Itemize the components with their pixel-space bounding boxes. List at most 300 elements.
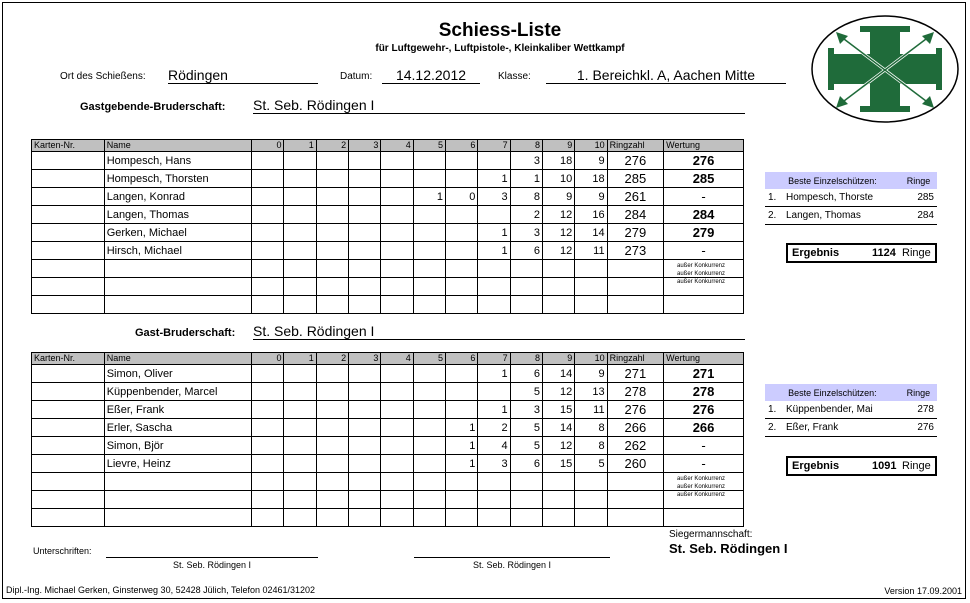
table-row [32, 152, 744, 170]
hits-cell[interactable] [575, 491, 607, 509]
hits-cell[interactable] [413, 242, 445, 260]
hits-cell[interactable]: 1 [446, 455, 478, 473]
hits-cell[interactable]: 13 [575, 383, 607, 401]
hits-cell[interactable]: 9 [542, 188, 574, 206]
hits-cell[interactable]: 18 [542, 152, 574, 170]
hits-cell[interactable] [252, 278, 284, 296]
hits-cell[interactable]: 11 [575, 242, 607, 260]
hits-cell[interactable] [284, 419, 316, 437]
ringzahl-cell[interactable] [607, 491, 664, 509]
hits-cell[interactable] [446, 509, 478, 527]
hits-cell[interactable] [349, 383, 381, 401]
hits-cell[interactable] [252, 260, 284, 278]
hits-cell[interactable]: 1 [478, 401, 510, 419]
hits-cell[interactable] [446, 242, 478, 260]
hits-cell[interactable] [446, 278, 478, 296]
hits-cell[interactable] [252, 491, 284, 509]
column-header: Ringzahl [607, 140, 664, 152]
hits-cell[interactable] [284, 170, 316, 188]
hits-cell[interactable] [349, 419, 381, 437]
hits-cell[interactable] [446, 152, 478, 170]
karten-nr-cell[interactable] [32, 455, 105, 473]
hits-cell[interactable]: 8 [575, 419, 607, 437]
table-header-row [32, 140, 744, 152]
name-cell[interactable]: Gerken, Michael [104, 224, 251, 242]
name-cell[interactable]: Hompesch, Hans [104, 152, 251, 170]
karten-nr-cell[interactable] [32, 224, 105, 242]
hits-cell[interactable] [478, 509, 510, 527]
signature-line-guest[interactable] [414, 557, 610, 558]
hits-cell[interactable] [252, 509, 284, 527]
ringzahl-cell[interactable] [607, 509, 664, 527]
hits-cell[interactable] [510, 509, 542, 527]
hits-cell[interactable] [510, 260, 542, 278]
datum-field[interactable]: 14.12.2012 [382, 67, 480, 84]
hits-cell[interactable] [316, 455, 348, 473]
hits-cell[interactable] [413, 473, 445, 491]
karten-nr-cell[interactable] [32, 419, 105, 437]
hits-cell[interactable] [349, 455, 381, 473]
hits-cell[interactable] [252, 437, 284, 455]
hits-cell[interactable] [381, 455, 413, 473]
hits-cell[interactable]: 1 [478, 224, 510, 242]
hits-cell[interactable] [510, 278, 542, 296]
karten-nr-cell[interactable] [32, 473, 105, 491]
result-value: 1091 [872, 460, 897, 472]
footer-address: Dipl.-Ing. Michael Gerken, Ginsterweg 30, 52428 Jülich, Telefon 02461/31202 [6, 585, 316, 595]
hits-cell[interactable] [413, 401, 445, 419]
hits-cell[interactable] [316, 224, 348, 242]
hits-cell[interactable] [413, 509, 445, 527]
hits-cell[interactable]: 5 [510, 383, 542, 401]
wertung-cell[interactable]: 285 [664, 170, 744, 188]
wertung-cell[interactable]: - [664, 455, 744, 473]
ringzahl-cell[interactable]: 271 [607, 365, 664, 383]
hits-cell[interactable] [575, 509, 607, 527]
hits-cell[interactable] [252, 473, 284, 491]
hits-cell[interactable] [413, 152, 445, 170]
hits-cell[interactable] [349, 509, 381, 527]
hits-cell[interactable] [349, 401, 381, 419]
hits-cell[interactable] [349, 437, 381, 455]
hits-cell[interactable] [316, 365, 348, 383]
wertung-cell[interactable]: - [664, 437, 744, 455]
column-header: Name [104, 140, 251, 152]
hits-cell[interactable] [284, 260, 316, 278]
hits-cell[interactable] [284, 224, 316, 242]
hits-cell[interactable] [349, 365, 381, 383]
hits-cell[interactable] [542, 260, 574, 278]
hits-cell[interactable] [413, 170, 445, 188]
hits-cell[interactable]: 8 [510, 188, 542, 206]
hits-cell[interactable] [510, 473, 542, 491]
hits-cell[interactable] [542, 491, 574, 509]
hits-cell[interactable] [413, 437, 445, 455]
column-header: Wertung [664, 140, 744, 152]
hits-cell[interactable] [284, 242, 316, 260]
hits-cell[interactable]: 5 [510, 419, 542, 437]
hits-cell[interactable]: 11 [575, 401, 607, 419]
hits-cell[interactable]: 8 [575, 437, 607, 455]
hits-cell[interactable] [446, 365, 478, 383]
wertung-cell[interactable]: 276 [664, 152, 744, 170]
ringzahl-cell[interactable]: 261 [607, 188, 664, 206]
wertung-cell[interactable]: 266 [664, 419, 744, 437]
hits-cell[interactable] [381, 152, 413, 170]
hits-cell[interactable] [252, 170, 284, 188]
hits-cell[interactable] [252, 419, 284, 437]
hits-cell[interactable]: 6 [510, 365, 542, 383]
hits-cell[interactable]: 0 [446, 188, 478, 206]
name-cell[interactable]: Langen, Konrad [104, 188, 251, 206]
hits-cell[interactable]: 6 [510, 242, 542, 260]
hits-cell[interactable] [252, 296, 284, 314]
name-cell[interactable]: Eßer, Frank [104, 401, 251, 419]
hits-cell[interactable]: 1 [446, 419, 478, 437]
name-cell[interactable] [104, 473, 251, 491]
hits-cell[interactable]: 10 [542, 170, 574, 188]
name-cell[interactable]: Küppenbender, Marcel [104, 383, 251, 401]
hits-cell[interactable]: 15 [542, 401, 574, 419]
hits-cell[interactable] [252, 188, 284, 206]
hits-cell[interactable]: 1 [478, 365, 510, 383]
hits-cell[interactable] [252, 365, 284, 383]
hits-cell[interactable] [381, 491, 413, 509]
result-unit: Ringe [902, 247, 931, 259]
hits-cell[interactable] [478, 491, 510, 509]
hits-cell[interactable] [478, 206, 510, 224]
table-row [32, 242, 744, 260]
wertung-cell[interactable]: 276 [664, 401, 744, 419]
name-cell[interactable]: Hompesch, Thorsten [104, 170, 251, 188]
karten-nr-cell[interactable] [32, 383, 105, 401]
best-name: Langen, Thomas [783, 207, 900, 225]
hits-cell[interactable] [316, 419, 348, 437]
hits-cell[interactable] [252, 224, 284, 242]
karten-nr-cell[interactable] [32, 437, 105, 455]
hits-cell[interactable] [542, 473, 574, 491]
column-header: 7 [478, 140, 510, 152]
table-row [32, 419, 744, 437]
hits-cell[interactable] [316, 188, 348, 206]
hits-cell[interactable] [381, 365, 413, 383]
hits-cell[interactable]: 12 [542, 242, 574, 260]
hits-cell[interactable] [542, 296, 574, 314]
ringzahl-cell[interactable] [607, 296, 664, 314]
hits-cell[interactable] [381, 260, 413, 278]
karten-nr-cell[interactable] [32, 491, 105, 509]
hits-cell[interactable] [349, 242, 381, 260]
hits-cell[interactable] [478, 152, 510, 170]
hits-cell[interactable] [284, 365, 316, 383]
hits-cell[interactable] [349, 152, 381, 170]
hits-cell[interactable] [284, 206, 316, 224]
hits-cell[interactable] [349, 296, 381, 314]
signature-line-home[interactable] [106, 557, 318, 558]
hits-cell[interactable] [284, 509, 316, 527]
hits-cell[interactable] [381, 473, 413, 491]
wertung-cell[interactable] [664, 509, 744, 527]
hits-cell[interactable]: 14 [542, 365, 574, 383]
karten-nr-cell[interactable] [32, 188, 105, 206]
ringzahl-cell[interactable]: 262 [607, 437, 664, 455]
result-unit: Ringe [902, 460, 931, 472]
hits-cell[interactable]: 18 [575, 170, 607, 188]
hits-cell[interactable] [349, 491, 381, 509]
hits-cell[interactable] [381, 278, 413, 296]
hits-cell[interactable] [478, 296, 510, 314]
hits-cell[interactable] [284, 383, 316, 401]
hits-cell[interactable]: 1 [478, 242, 510, 260]
hits-cell[interactable] [381, 401, 413, 419]
karten-nr-cell[interactable] [32, 206, 105, 224]
karten-nr-cell[interactable] [32, 170, 105, 188]
hits-cell[interactable] [284, 188, 316, 206]
ort-field[interactable]: Rödingen [168, 67, 318, 84]
hits-cell[interactable] [478, 278, 510, 296]
ringzahl-cell[interactable]: 273 [607, 242, 664, 260]
hits-cell[interactable] [413, 419, 445, 437]
hits-cell[interactable] [381, 170, 413, 188]
signature-home-caption: St. Seb. Rödingen I [172, 560, 252, 570]
hits-cell[interactable] [381, 419, 413, 437]
ringzahl-cell[interactable]: 266 [607, 419, 664, 437]
hits-cell[interactable]: 5 [510, 437, 542, 455]
hits-cell[interactable] [510, 296, 542, 314]
name-cell[interactable] [104, 509, 251, 527]
hits-cell[interactable] [349, 224, 381, 242]
hits-cell[interactable] [446, 170, 478, 188]
ringzahl-cell[interactable] [607, 473, 664, 491]
hits-cell[interactable] [284, 152, 316, 170]
best-ringe-header: Ringe [900, 384, 937, 401]
hits-cell[interactable]: 14 [542, 419, 574, 437]
hits-cell[interactable] [575, 260, 607, 278]
hits-cell[interactable]: 12 [542, 206, 574, 224]
hits-cell[interactable] [284, 437, 316, 455]
hits-cell[interactable] [252, 242, 284, 260]
hits-cell[interactable]: 12 [542, 437, 574, 455]
hits-cell[interactable]: 15 [542, 455, 574, 473]
best-row [765, 189, 937, 207]
hits-cell[interactable] [381, 296, 413, 314]
hits-cell[interactable] [252, 152, 284, 170]
ringzahl-cell[interactable]: 276 [607, 152, 664, 170]
hits-cell[interactable] [446, 383, 478, 401]
ringzahl-cell[interactable]: 279 [607, 224, 664, 242]
best-ringe: 285 [900, 189, 937, 207]
hits-cell[interactable]: 1 [478, 170, 510, 188]
hits-cell[interactable] [284, 401, 316, 419]
hits-cell[interactable]: 1 [510, 170, 542, 188]
guest-club-field[interactable]: St. Seb. Rödingen I [253, 323, 745, 340]
hits-cell[interactable] [349, 278, 381, 296]
karten-nr-cell[interactable] [32, 152, 105, 170]
hits-cell[interactable]: 2 [478, 419, 510, 437]
column-header: 3 [349, 353, 381, 365]
karten-nr-cell[interactable] [32, 296, 105, 314]
hits-cell[interactable] [446, 206, 478, 224]
hits-cell[interactable] [349, 206, 381, 224]
hits-cell[interactable] [413, 455, 445, 473]
name-cell[interactable] [104, 296, 251, 314]
hits-cell[interactable] [381, 242, 413, 260]
hits-cell[interactable] [252, 455, 284, 473]
name-cell[interactable]: Simon, Björ [104, 437, 251, 455]
name-cell[interactable]: Langen, Thomas [104, 206, 251, 224]
ringzahl-cell[interactable]: 284 [607, 206, 664, 224]
name-cell[interactable] [104, 278, 251, 296]
karten-nr-cell[interactable] [32, 401, 105, 419]
column-header: 5 [413, 353, 445, 365]
hits-cell[interactable] [413, 296, 445, 314]
name-cell[interactable] [104, 260, 251, 278]
klasse-field[interactable]: 1. Bereichkl. A, Aachen Mitte [546, 67, 786, 84]
hits-cell[interactable] [316, 383, 348, 401]
hits-cell[interactable]: 3 [478, 188, 510, 206]
hits-cell[interactable]: 14 [575, 224, 607, 242]
hits-cell[interactable] [316, 509, 348, 527]
hits-cell[interactable] [542, 509, 574, 527]
hits-cell[interactable] [316, 278, 348, 296]
hits-cell[interactable] [349, 260, 381, 278]
hits-cell[interactable] [349, 170, 381, 188]
wertung-cell[interactable]: 271 [664, 365, 744, 383]
hits-cell[interactable] [316, 473, 348, 491]
hits-cell[interactable]: 9 [575, 365, 607, 383]
hits-cell[interactable] [252, 383, 284, 401]
hits-cell[interactable]: 3 [510, 152, 542, 170]
name-cell[interactable] [104, 491, 251, 509]
hits-cell[interactable] [446, 473, 478, 491]
column-header: 9 [542, 353, 574, 365]
hits-cell[interactable] [316, 260, 348, 278]
hits-cell[interactable] [413, 278, 445, 296]
hits-cell[interactable] [575, 278, 607, 296]
karten-nr-cell[interactable] [32, 365, 105, 383]
hits-cell[interactable]: 1 [413, 188, 445, 206]
hits-cell[interactable]: 4 [478, 437, 510, 455]
result-label: Ergebnis [792, 460, 840, 472]
hits-cell[interactable] [316, 152, 348, 170]
hits-cell[interactable] [542, 278, 574, 296]
name-cell[interactable]: Hirsch, Michael [104, 242, 251, 260]
hits-cell[interactable]: 12 [542, 383, 574, 401]
hits-cell[interactable] [413, 260, 445, 278]
page-title: Schiess-Liste [438, 20, 562, 41]
hits-cell[interactable]: 3 [510, 401, 542, 419]
name-cell[interactable]: Erler, Sascha [104, 419, 251, 437]
hits-cell[interactable] [446, 401, 478, 419]
name-cell[interactable]: Lievre, Heinz [104, 455, 251, 473]
karten-nr-cell[interactable] [32, 509, 105, 527]
hits-cell[interactable] [575, 473, 607, 491]
hits-cell[interactable] [284, 473, 316, 491]
hits-cell[interactable] [446, 260, 478, 278]
hits-cell[interactable]: 16 [575, 206, 607, 224]
hits-cell[interactable] [284, 491, 316, 509]
wertung-cell[interactable]: - [664, 188, 744, 206]
hits-cell[interactable] [381, 437, 413, 455]
hits-cell[interactable] [316, 206, 348, 224]
signature-guest-caption: St. Seb. Rödingen I [472, 560, 552, 570]
karten-nr-cell[interactable] [32, 278, 105, 296]
wertung-cell[interactable]: - [664, 242, 744, 260]
hits-cell[interactable]: 5 [575, 455, 607, 473]
name-cell[interactable]: Simon, Oliver [104, 365, 251, 383]
ringzahl-cell[interactable] [607, 260, 664, 278]
hits-cell[interactable] [478, 260, 510, 278]
hits-cell[interactable] [413, 491, 445, 509]
hits-cell[interactable] [478, 473, 510, 491]
hits-cell[interactable]: 3 [510, 224, 542, 242]
hits-cell[interactable] [284, 455, 316, 473]
hits-cell[interactable] [316, 170, 348, 188]
hits-cell[interactable] [316, 437, 348, 455]
hits-cell[interactable] [316, 491, 348, 509]
hits-cell[interactable] [381, 383, 413, 401]
hits-cell[interactable] [446, 224, 478, 242]
hits-cell[interactable] [575, 296, 607, 314]
hits-cell[interactable] [284, 278, 316, 296]
karten-nr-cell[interactable] [32, 242, 105, 260]
ringzahl-cell[interactable]: 260 [607, 455, 664, 473]
wertung-cell[interactable]: 278 [664, 383, 744, 401]
hits-cell[interactable] [381, 509, 413, 527]
home-club-field[interactable]: St. Seb. Rödingen I [253, 97, 745, 114]
hits-cell[interactable] [252, 401, 284, 419]
karten-nr-cell[interactable] [32, 260, 105, 278]
hits-cell[interactable]: 2 [510, 206, 542, 224]
hits-cell[interactable] [252, 206, 284, 224]
hits-cell[interactable]: 3 [478, 455, 510, 473]
hits-cell[interactable] [381, 206, 413, 224]
wertung-cell[interactable]: 279 [664, 224, 744, 242]
hits-cell[interactable] [413, 224, 445, 242]
wertung-cell[interactable]: 284 [664, 206, 744, 224]
column-header: 4 [381, 140, 413, 152]
hits-cell[interactable]: 9 [575, 188, 607, 206]
hits-cell[interactable] [413, 365, 445, 383]
hits-cell[interactable] [316, 242, 348, 260]
hits-cell[interactable]: 6 [510, 455, 542, 473]
ringzahl-cell[interactable] [607, 278, 664, 296]
ort-label: Ort des Schießens: [60, 71, 146, 82]
hits-cell[interactable]: 9 [575, 152, 607, 170]
hits-cell[interactable] [349, 188, 381, 206]
hits-cell[interactable] [316, 296, 348, 314]
hits-cell[interactable]: 12 [542, 224, 574, 242]
hits-cell[interactable] [316, 401, 348, 419]
wertung-cell[interactable] [664, 296, 744, 314]
ringzahl-cell[interactable]: 278 [607, 383, 664, 401]
ringzahl-cell[interactable]: 276 [607, 401, 664, 419]
hits-cell[interactable] [413, 383, 445, 401]
hits-cell[interactable] [446, 296, 478, 314]
hits-cell[interactable] [413, 206, 445, 224]
hits-cell[interactable] [446, 491, 478, 509]
hits-cell[interactable] [381, 188, 413, 206]
hits-cell[interactable] [349, 473, 381, 491]
hits-cell[interactable] [510, 491, 542, 509]
ringzahl-cell[interactable]: 285 [607, 170, 664, 188]
hits-cell[interactable] [478, 383, 510, 401]
column-header: 3 [349, 140, 381, 152]
hits-cell[interactable]: 1 [446, 437, 478, 455]
hits-cell[interactable] [381, 224, 413, 242]
best-name: Küppenbender, Mai [783, 401, 900, 419]
hits-cell[interactable] [284, 296, 316, 314]
